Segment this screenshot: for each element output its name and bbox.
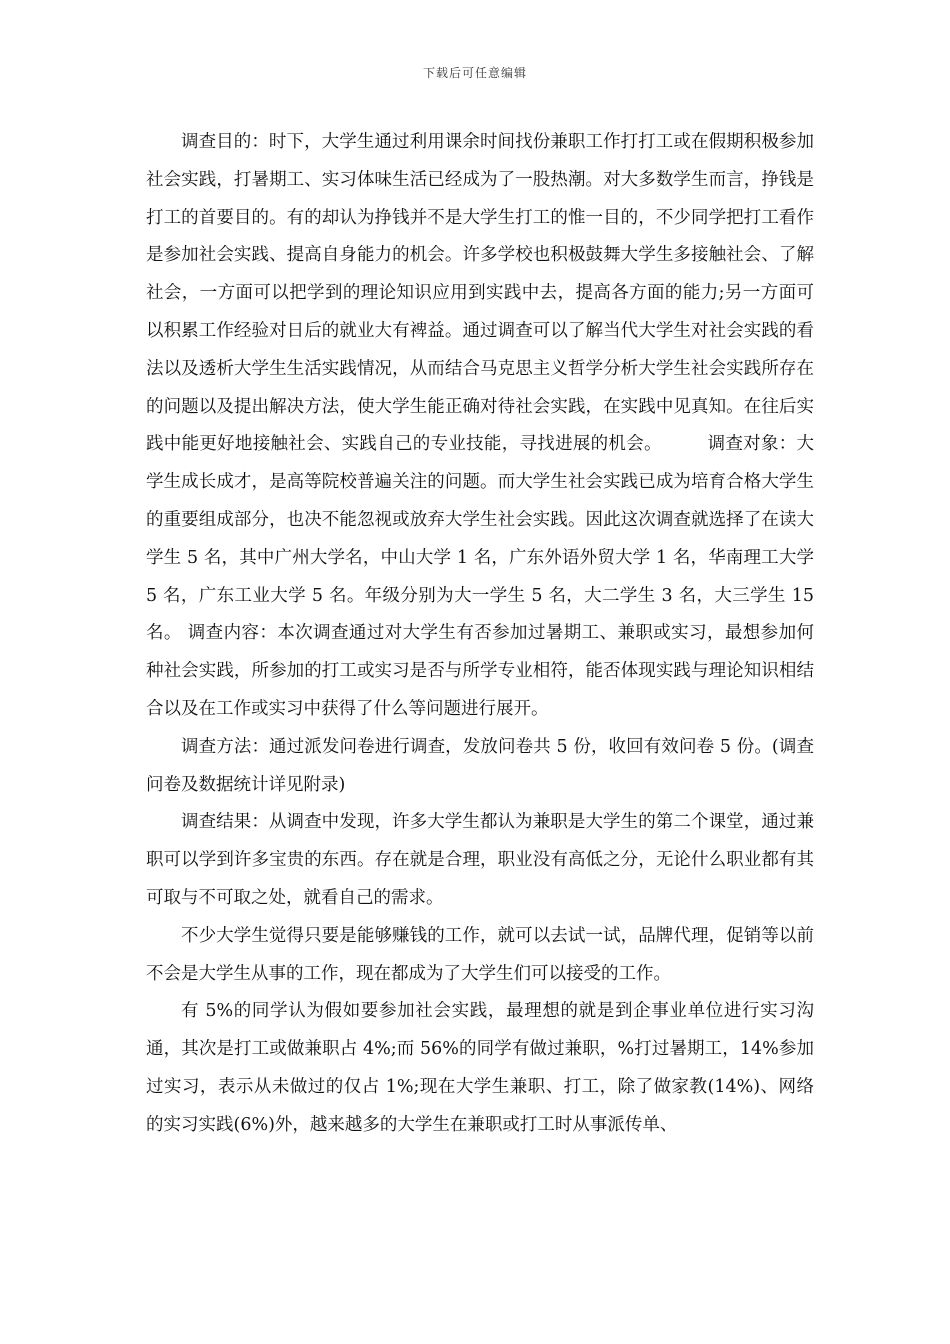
paragraph-purpose-object-content bbox=[146, 124, 814, 729]
page-header: 下载后可任意编辑 bbox=[422, 66, 527, 80]
paragraph-result: 调查结果：从调查中发现，许多大学生都认为兼职是大学生的第二个课堂，通过兼职可以学到许多宝贵的东西。存在就是合理，职业没有高低之分，无论什么职业都有其可取与不可取之处，就看自己的需求。 bbox=[146, 812, 814, 908]
document-body bbox=[146, 124, 814, 1145]
paragraph-object: 调查对象：大学生成长成才，是高等院校普遍关注的问题。而大学生社会实践已成为培育合格大学生的重要组成部分，也决不能忽视或放弃大学生社会实践。因此这次调查就选择了在读大学生 5 名，其中广州大学名，中山大学 1 名，广东外语外贸大学 1 名，华南理工大学 5 名，广东工业大学 5 名。年级分别为大一学生 5 名，大二学生 3 名，大三学生 15 名。 bbox=[146, 434, 815, 644]
paragraph-method: 调查方法：通过派发问卷进行调查，发放问卷共 5 份，收回有效问卷 5 份。(调查问卷及数据统计详见附录) bbox=[146, 736, 814, 795]
paragraph-content: 调查内容：本次调查通过对大学生有否参加过暑期工、兼职或实习，最想参加何种社会实践，所参加的打工或实习是否与所学专业相符，能否体现实践与理论知识相结合以及在工作或实习中获得了什么等问题进行展开。 bbox=[146, 623, 814, 719]
paragraph-purpose: 调查目的：时下，大学生通过利用课余时间找份兼职工作打打工或在假期积极参加社会实践，打暑期工、实习体味生活已经成为了一股热潮。对大多数学生而言，挣钱是打工的首要目的。有的却认为挣钱并不是大学生打工的惟一目的，不少同学把打工看作是参加社会实践、提高自身能力的机会。许多学校也积极鼓舞大学生多接触社会、了解社会，一方面可以把学到的理论知识应用到实践中去，提高各方面的能力;另一方面可以积累工作经验对日后的就业大有裨益。通过调查可以了解当代大学生对社会实践的看法以及透析大学生生活实践情况，从而结合马克思主义哲学分析大学生社会实践所存在的问题以及提出解决方法，使大学生能正确对待社会实践，在实践中见真知。在往后实践中能更好地接触社会、实践自己的专业技能，寻找进展的机会。 bbox=[146, 132, 814, 455]
paragraph-opinion: 不少大学生觉得只要是能够赚钱的工作，就可以去试一试，品牌代理，促销等以前不会是大学生从事的工作，现在都成为了大学生们可以接受的工作。 bbox=[146, 925, 814, 984]
paragraph-stats: 有 5%的同学认为假如要参加社会实践，最理想的就是到企事业单位进行实习沟通，其次是打工或做兼职占 4%;而 56%的同学有做过兼职，%打过暑期工，14%参加过实习，表示从未做过的仅占 1%;现在大学生兼职、打工，除了做家教(14%)、网络的实习实践(6%)外，越来越多的大学生在兼职或打工时从事派传单、 bbox=[146, 1001, 814, 1135]
